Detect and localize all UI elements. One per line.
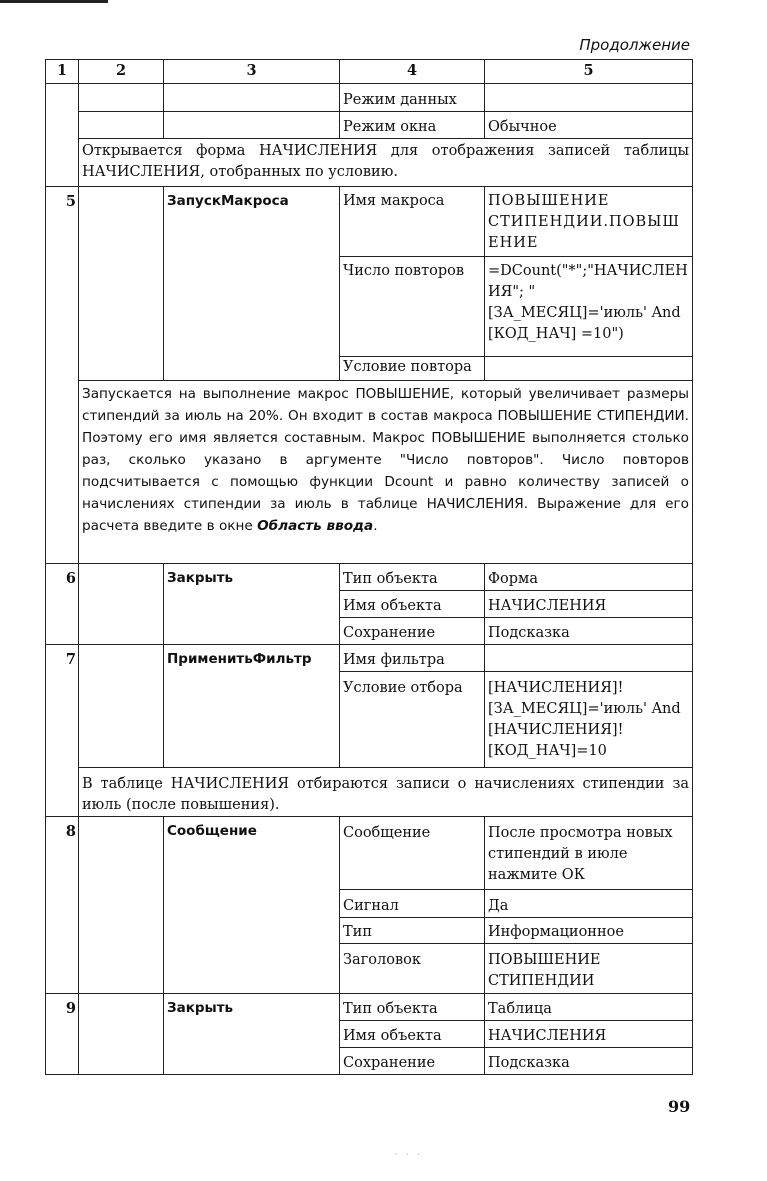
description-emphasis: Область ввода (257, 518, 374, 534)
description-text: В таблице НАЧИСЛЕНИЯ отбираются записи о начислениях стипендии за июль (после повышения). (79, 768, 693, 817)
description-row (46, 768, 693, 817)
argument-value: =DCount("*";"НАЧИСЛЕНИЯ"; "[ЗА_МЕСЯЦ]='июль' And [КОД_НАЧ] =10") (485, 257, 693, 357)
argument-value (485, 357, 693, 381)
argument-value: НАЧИСЛЕНИЯ (485, 1021, 693, 1048)
argument-name: Тип объекта (340, 564, 485, 591)
argument-value: Обычное (485, 112, 693, 139)
row-number: 6 (46, 564, 79, 645)
macro-action: ПрименитьФильтр (164, 645, 340, 768)
page-number: 99 (668, 1097, 691, 1116)
argument-name: Тип (340, 918, 485, 944)
empty-cell (164, 84, 340, 112)
empty-cell (79, 84, 164, 112)
row-number: 9 (46, 994, 79, 1075)
argument-name: Сохранение (340, 618, 485, 645)
description-row (46, 139, 693, 187)
argument-value: Да (485, 890, 693, 918)
argument-value: НАЧИСЛЕНИЯ (485, 591, 693, 618)
description-text-end: . (373, 518, 378, 534)
table-row (46, 645, 693, 672)
macro-action: Закрыть (164, 564, 340, 645)
argument-name: Заголовок (340, 944, 485, 994)
argument-name: Имя макроса (340, 187, 485, 257)
header-cell: 3 (164, 60, 340, 84)
scan-dots: · · · (395, 1150, 423, 1159)
row-number: 8 (46, 817, 79, 994)
empty-cell (79, 564, 164, 645)
argument-name: Сообщение (340, 817, 485, 890)
argument-value: Таблица (485, 994, 693, 1021)
header-cell: 4 (340, 60, 485, 84)
argument-name: Условие повтора (340, 357, 485, 381)
empty-cell (79, 645, 164, 768)
empty-cell (79, 187, 164, 381)
table-row (46, 112, 693, 139)
header-cell: 1 (46, 60, 79, 84)
description-text (79, 381, 693, 564)
description-text-main: Запускается на выполнение макрос ПОВЫШЕНИЕ, который увеличивает размеры стипендий за июль на 20%. Он входит в состав макроса ПОВЫШЕНИЕ СТИПЕНДИИ. Поэтому его имя является составным. Макрос ПОВЫШЕНИЕ выполняется столько раз, сколько указано в аргументе "Число повторов". Число повторов подсчитывается с помощью функции Dcount и равно количеству записей о начислениях стипендии за июль в таблице НАЧИСЛЕНИЯ. Выражение для его расчета введите в окне (82, 386, 689, 534)
table-row (46, 817, 693, 890)
empty-cell (79, 994, 164, 1075)
header-row (46, 60, 693, 84)
argument-value: После просмотра новых стипендий в июле нажмите ОК (485, 817, 693, 890)
argument-name: Сигнал (340, 890, 485, 918)
argument-name: Условие отбора (340, 672, 485, 768)
argument-value: Подсказка (485, 1048, 693, 1075)
row-number: 7 (46, 645, 79, 817)
empty-cell (164, 112, 340, 139)
argument-value: ПОВЫШЕНИЕ СТИПЕНДИИ.ПОВЫШЕНИЕ (485, 187, 693, 257)
table-row (46, 187, 693, 257)
argument-name: Режим окна (340, 112, 485, 139)
argument-value: Информационное (485, 918, 693, 944)
argument-name: Имя фильтра (340, 645, 485, 672)
number-cell (46, 84, 79, 187)
argument-value: [НАЧИСЛЕНИЯ]![ЗА_МЕСЯЦ]='июль' And [НАЧИСЛЕНИЯ]![КОД_НАЧ]=10 (485, 672, 693, 768)
empty-cell (79, 817, 164, 994)
argument-value: Подсказка (485, 618, 693, 645)
argument-value: Форма (485, 564, 693, 591)
argument-value: ПОВЫШЕНИЕ СТИПЕНДИИ (485, 944, 693, 994)
macro-action: Закрыть (164, 994, 340, 1075)
argument-value (485, 645, 693, 672)
description-text: Открывается форма НАЧИСЛЕНИЯ для отображения записей таблицы НАЧИСЛЕНИЯ, отобранных по условию. (79, 139, 693, 187)
argument-name: Режим данных (340, 84, 485, 112)
description-row (46, 381, 693, 564)
argument-name: Имя объекта (340, 1021, 485, 1048)
argument-name: Тип объекта (340, 994, 485, 1021)
argument-name: Имя объекта (340, 591, 485, 618)
table-row (46, 564, 693, 591)
header-cell: 2 (79, 60, 164, 84)
empty-cell (79, 112, 164, 139)
table-row (46, 84, 693, 112)
macro-action: Сообщение (164, 817, 340, 994)
table-row (46, 994, 693, 1021)
argument-value (485, 84, 693, 112)
header-cell: 5 (485, 60, 693, 84)
row-number: 5 (46, 187, 79, 564)
top-rule (0, 0, 108, 3)
argument-name: Сохранение (340, 1048, 485, 1075)
argument-name: Число повторов (340, 257, 485, 357)
continued-label: Продолжение (579, 36, 690, 54)
macro-table (45, 59, 693, 1075)
macro-action: ЗапускМакроса (164, 187, 340, 381)
